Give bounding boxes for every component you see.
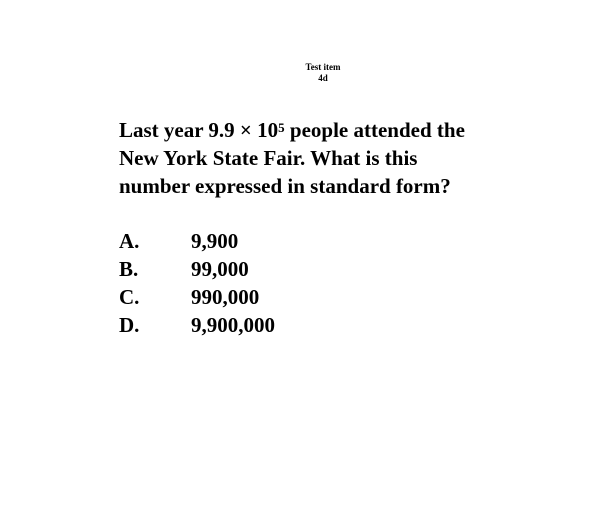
question-line-1-rest: people attended the <box>284 118 465 142</box>
choice-a[interactable] <box>119 227 275 255</box>
choice-value: 99,000 <box>191 257 249 281</box>
choice-value: 990,000 <box>191 285 260 309</box>
question-line-1 <box>119 116 559 144</box>
question-line-2: New York State Fair. What is this <box>119 146 418 170</box>
choice-c[interactable] <box>119 283 275 311</box>
item-header <box>0 62 600 84</box>
choice-value: 9,900 <box>191 229 239 253</box>
choice-letter: B. <box>119 257 139 281</box>
choice-value: 9,900,000 <box>191 313 275 337</box>
question-line-3: number expressed in standard form? <box>119 174 451 198</box>
choice-d[interactable] <box>119 311 275 339</box>
exponent: 5 <box>278 120 285 135</box>
choice-b[interactable] <box>119 255 275 283</box>
choice-letter: D. <box>119 313 140 337</box>
header-title: Test item <box>305 62 341 72</box>
choice-letter: A. <box>119 229 140 253</box>
question-text <box>119 116 559 200</box>
header-item-number: 4d <box>318 73 328 83</box>
answer-choices <box>119 227 275 339</box>
question-line-1-base: Last year 9.9 × 10 <box>119 118 279 142</box>
choice-letter: C. <box>119 285 140 309</box>
